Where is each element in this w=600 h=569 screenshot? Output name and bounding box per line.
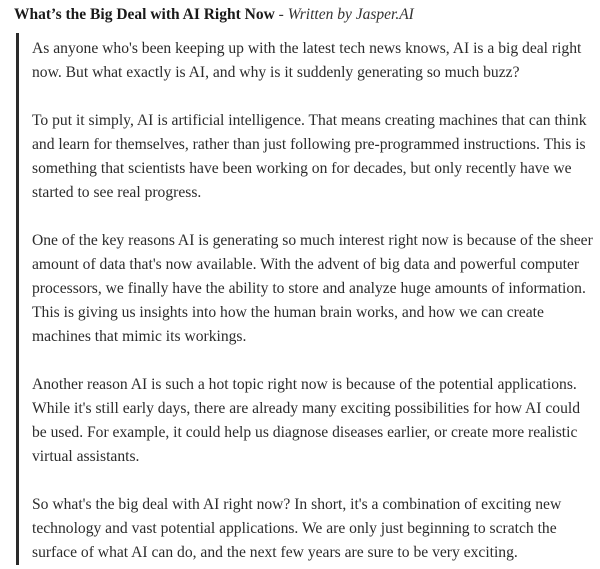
paragraph-1: As anyone who's been keeping up with the latest tech news knows, AI is a big deal right now. But what exactly is AI, and why is it suddenly generating so much buzz? — [32, 40, 582, 81]
paragraph-4: Another reason AI is such a hot topic right now is because of the potential applications. While it's still early days, there are already many exciting possibilities for how AI could be used. For example, it could help us diagnose diseases earlier, or create more realistic virtual assistants. — [32, 376, 581, 465]
article-blockquote — [16, 33, 596, 565]
title-separator: - — [274, 6, 288, 23]
article-credit: Written by Jasper.AI — [287, 6, 414, 23]
article-heading — [14, 5, 594, 25]
article-title: What’s the Big Deal with AI Right Now — [14, 6, 275, 23]
paragraph-2: To put it simply, AI is artificial intelligence. That means creating machines that can think and learn for themselves, rather than just following pre-programmed instructions. This is something that scientists have been working on for decades, but only recently have we started to see real progress. — [32, 112, 587, 201]
paragraph-3: One of the key reasons AI is generating so much interest right now is because of the sheer amount of data that's now available. With the advent of big data and powerful computer processors, we finally have the ability to store and analyze huge amounts of information. This is giving us insights into how the human brain works, and how we can create machines that mimic its workings. — [32, 232, 593, 345]
paragraph-5: So what's the big deal with AI right now? In short, it's a combination of exciting new technology and vast potential applications. We are only just beginning to scratch the surface of what AI can do, and the next few years are sure to be very exciting. — [32, 496, 562, 561]
